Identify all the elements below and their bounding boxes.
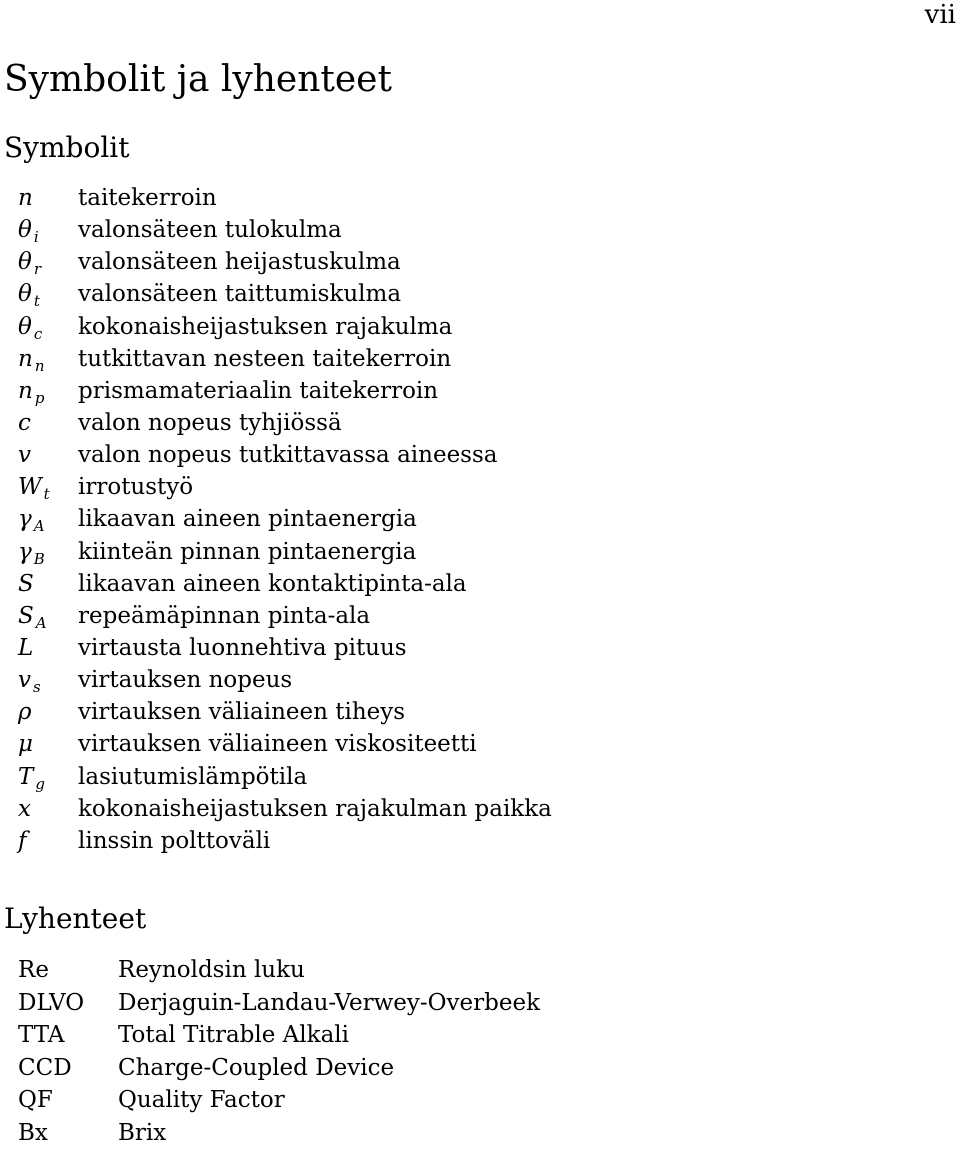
symbol-subscript: c bbox=[33, 324, 43, 343]
symbol-description: taitekerroin bbox=[78, 185, 217, 211]
symbol-base: S bbox=[18, 602, 34, 629]
symbol bbox=[0, 503, 78, 537]
abbreviation-entry bbox=[0, 954, 540, 987]
symbol-entry bbox=[0, 439, 552, 471]
symbol-subscript: g bbox=[35, 774, 45, 793]
symbol-base: T bbox=[18, 763, 34, 790]
symbol-description: kiinteän pinnan pintaenergia bbox=[78, 538, 417, 565]
symbol bbox=[0, 407, 78, 439]
symbol bbox=[0, 696, 78, 728]
symbol-entry bbox=[0, 761, 552, 793]
abbreviation-entry bbox=[0, 1019, 540, 1052]
abbreviation: Bx bbox=[18, 1119, 48, 1146]
symbol-entry bbox=[0, 407, 552, 439]
section-title-abbreviations: Lyhenteet bbox=[4, 902, 147, 935]
abbreviation-description: Quality Factor bbox=[118, 1087, 285, 1114]
abbreviation: TTA bbox=[18, 1022, 65, 1049]
symbol-base: S bbox=[18, 570, 34, 597]
symbol-subscript: A bbox=[33, 517, 45, 536]
symbol bbox=[0, 439, 78, 471]
symbol-entry bbox=[0, 311, 552, 343]
symbol-description: valonsäteen tulokulma bbox=[78, 217, 342, 244]
symbol-base: γ bbox=[18, 506, 32, 533]
symbol-entry bbox=[0, 471, 552, 503]
symbol-description: virtausta luonnehtiva pituus bbox=[78, 634, 407, 661]
symbol-description: irrotustyö bbox=[78, 474, 194, 501]
symbol-base: θ bbox=[18, 249, 32, 276]
abbreviation-list bbox=[0, 954, 540, 1150]
symbol-description: valonsäteen taittumiskulma bbox=[78, 281, 402, 308]
symbol-base: f bbox=[18, 827, 27, 854]
abbreviation: DLVO bbox=[18, 989, 85, 1016]
symbol bbox=[0, 343, 78, 377]
symbol-subscript: r bbox=[33, 260, 42, 279]
symbol bbox=[0, 182, 78, 214]
symbol-entry bbox=[0, 728, 552, 760]
abbreviation-entry bbox=[0, 1052, 540, 1085]
symbol-base: c bbox=[18, 409, 31, 436]
symbol-subscript: t bbox=[43, 485, 50, 504]
symbol-subscript: t bbox=[33, 292, 40, 311]
symbol-description: valon nopeus tyhjiössä bbox=[78, 409, 342, 436]
symbol-description: likaavan aineen kontaktipinta-ala bbox=[78, 570, 467, 597]
symbol-description: repeämäpinnan pinta-ala bbox=[78, 602, 371, 629]
symbol bbox=[0, 793, 78, 825]
abbreviation-entry bbox=[0, 1084, 540, 1117]
symbol bbox=[0, 632, 78, 664]
symbol-entry bbox=[0, 278, 552, 310]
symbol-description: virtauksen väliaineen tiheys bbox=[78, 699, 406, 726]
chapter-title: Symbolit ja lyhenteet bbox=[4, 59, 392, 100]
symbol-base: n bbox=[18, 185, 33, 211]
symbol-subscript: n bbox=[34, 356, 45, 375]
symbol-subscript: B bbox=[33, 549, 45, 568]
symbol-base: γ bbox=[18, 538, 32, 565]
symbol bbox=[0, 600, 78, 634]
symbol-base: θ bbox=[18, 217, 32, 244]
symbol-entry bbox=[0, 536, 552, 568]
symbol-entry bbox=[0, 696, 552, 728]
symbol-subscript: p bbox=[34, 388, 45, 407]
abbreviation-entry bbox=[0, 987, 540, 1020]
symbol-entry bbox=[0, 343, 552, 375]
symbol bbox=[0, 214, 78, 248]
symbol-description: kokonaisheijastuksen rajakulma bbox=[78, 313, 453, 340]
page-number: vii bbox=[924, 0, 956, 30]
symbol-entry bbox=[0, 182, 552, 214]
symbol-base: ρ bbox=[18, 699, 32, 726]
symbol-description: linssin polttoväli bbox=[78, 827, 271, 854]
symbol-entry bbox=[0, 632, 552, 664]
abbreviation: CCD bbox=[18, 1054, 72, 1081]
symbol-base: L bbox=[18, 634, 34, 661]
symbol bbox=[0, 825, 78, 857]
symbol-base: n bbox=[18, 377, 33, 404]
abbreviation: QF bbox=[18, 1087, 53, 1114]
symbol-description: kokonaisheijastuksen rajakulman paikka bbox=[78, 795, 552, 822]
symbol bbox=[0, 471, 78, 505]
symbol-list bbox=[0, 182, 552, 857]
symbol-entry bbox=[0, 825, 552, 857]
symbol-base: v bbox=[18, 667, 31, 694]
symbol-description: lasiutumislämpötila bbox=[78, 763, 308, 790]
symbol-entry bbox=[0, 568, 552, 600]
symbol-description: prismamateriaalin taitekerroin bbox=[78, 377, 439, 404]
abbreviation: Re bbox=[18, 957, 49, 983]
abbreviation-description: Derjaguin-Landau-Verwey-Overbeek bbox=[118, 989, 541, 1016]
symbol-base: n bbox=[18, 345, 33, 372]
symbol-base: W bbox=[18, 474, 42, 501]
symbol-base: θ bbox=[18, 281, 32, 308]
abbreviation-description: Brix bbox=[118, 1119, 167, 1146]
symbol-entry bbox=[0, 793, 552, 825]
symbol-entry bbox=[0, 600, 552, 632]
abbreviation-description: Charge-Coupled Device bbox=[118, 1054, 395, 1081]
symbol bbox=[0, 536, 78, 570]
symbol-description: valonsäteen heijastuskulma bbox=[78, 249, 401, 276]
symbol bbox=[0, 728, 78, 760]
abbreviation-description: Total Titrable Alkali bbox=[118, 1022, 349, 1049]
symbol-entry bbox=[0, 214, 552, 246]
symbol-base: μ bbox=[18, 731, 33, 758]
symbol-base: x bbox=[18, 795, 31, 822]
symbol-description: valon nopeus tutkittavassa aineessa bbox=[78, 442, 498, 469]
symbol bbox=[0, 375, 78, 409]
symbol-entry bbox=[0, 375, 552, 407]
abbreviation-entry bbox=[0, 1117, 540, 1150]
symbol bbox=[0, 568, 78, 600]
symbol bbox=[0, 761, 78, 795]
symbol-description: likaavan aineen pintaenergia bbox=[78, 506, 417, 533]
symbol bbox=[0, 311, 78, 345]
symbol-subscript: A bbox=[35, 613, 47, 632]
symbol-entry bbox=[0, 664, 552, 696]
symbol bbox=[0, 278, 78, 312]
symbol-entry bbox=[0, 503, 552, 535]
symbol-subscript: i bbox=[33, 228, 39, 247]
symbol-description: virtauksen nopeus bbox=[78, 667, 293, 694]
symbol-entry bbox=[0, 246, 552, 278]
section-title-symbols: Symbolit bbox=[4, 131, 130, 164]
symbol-subscript: s bbox=[33, 678, 41, 697]
abbreviation-description: Reynoldsin luku bbox=[118, 957, 305, 983]
symbol-base: θ bbox=[18, 313, 32, 340]
symbol-base: v bbox=[18, 442, 31, 469]
symbol-description: tutkittavan nesteen taitekerroin bbox=[78, 345, 452, 372]
symbol bbox=[0, 664, 78, 698]
symbol bbox=[0, 246, 78, 280]
symbol-description: virtauksen väliaineen viskositeetti bbox=[78, 731, 477, 758]
